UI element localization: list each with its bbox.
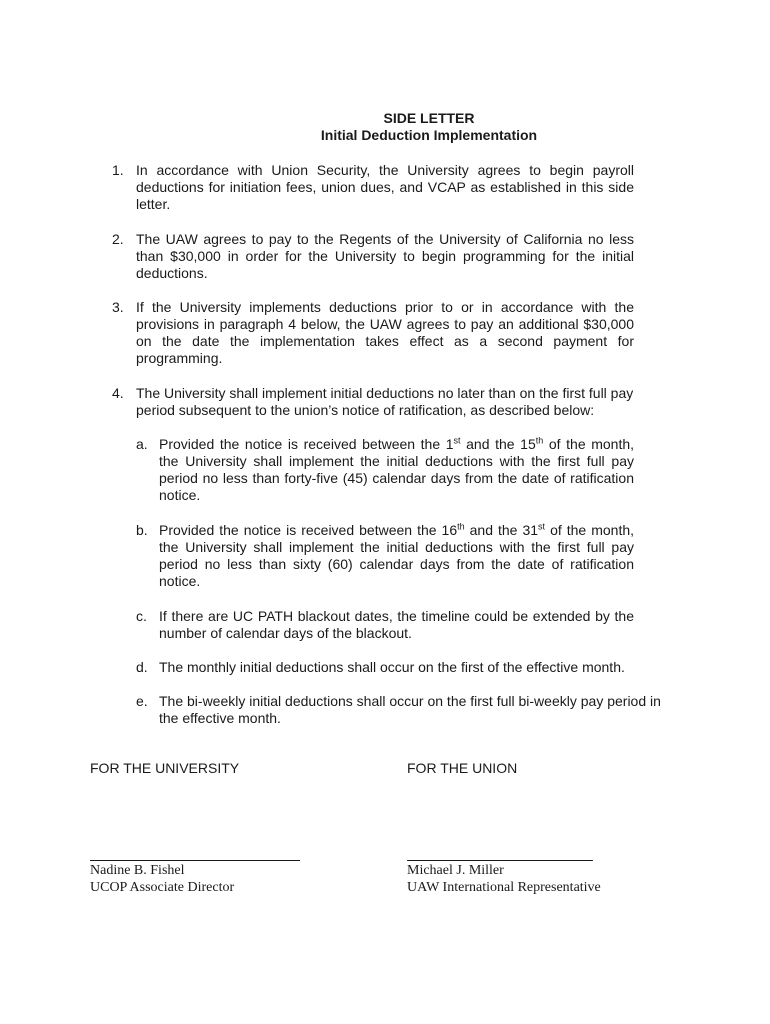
- list-item-2: [112, 231, 634, 282]
- union-signatory-name: Michael J. Miller: [407, 863, 504, 878]
- document-title: SIDE LETTER: [383, 110, 475, 126]
- union-signature-heading: FOR THE UNION: [407, 760, 518, 776]
- sub-item-text: The monthly initial deductions shall occur on the first of the effective month.: [159, 659, 625, 675]
- list-item-text: The University shall implement initial deductions no later than on the first full pay period subsequent to the union’s notice of ratification, as described below:: [136, 385, 634, 418]
- sub-item-letter: e.: [136, 693, 148, 709]
- sub-item-text: Provided the notice is received between the 1st and the 15th of the month, the University shall implement the initial deductions with the first full pay period no less than forty-five (45) calendar days from the date of ratification notice.: [159, 435, 635, 503]
- list-item-1: [112, 162, 634, 213]
- sub-item-d: [136, 659, 681, 676]
- document-subtitle: Initial Deduction Implementation: [320, 127, 538, 143]
- sub-item-text: If there are UC PATH blackout dates, the timeline could be extended by the number of calendar days of the blackout.: [159, 608, 634, 641]
- sub-item-letter: d.: [136, 659, 148, 675]
- list-item-text: The UAW agrees to pay to the Regents of the University of California no less than $30,000 in order for the University to begin programming for the initial deductions.: [136, 231, 634, 281]
- list-item-text: If the University implements deductions prior to or in accordance with the provisions in paragraph 4 below, the UAW agrees to pay an additional $30,000 on the date the implementation takes effect as a second payment for programming.: [136, 299, 634, 366]
- list-item-3: [112, 299, 634, 367]
- list-item-number: 1.: [112, 162, 124, 178]
- sub-item-b: [136, 522, 634, 590]
- sub-item-letter: a.: [136, 436, 148, 452]
- university-signatory-title: UCOP Associate Director: [90, 880, 235, 895]
- list-item-4: [112, 385, 634, 419]
- sub-item-a: [136, 436, 634, 504]
- sub-item-letter: b.: [136, 522, 148, 538]
- university-signature-line: [90, 860, 300, 861]
- sub-item-c: [136, 608, 634, 642]
- sub-item-text: Provided the notice is received between the 16th and the 31st of the month, the University shall implement the initial deductions with the first full pay period no less than sixty (60) calendar days from the date of ratification notice.: [159, 521, 635, 589]
- sub-item-text: The bi-weekly initial deductions shall occur on the first full bi-weekly pay period in the effective month.: [159, 693, 661, 726]
- list-item-number: 2.: [112, 231, 124, 247]
- university-signature-heading: FOR THE UNIVERSITY: [90, 760, 240, 776]
- list-item-text: In accordance with Union Security, the University agrees to begin payroll deductions for initiation fees, union dues, and VCAP as established in this side letter.: [136, 162, 634, 212]
- union-signatory-title: UAW International Representative: [407, 880, 601, 895]
- list-item-number: 3.: [112, 299, 124, 315]
- university-signatory-name: Nadine B. Fishel: [90, 863, 185, 878]
- sub-item-e: [136, 693, 681, 727]
- list-item-number: 4.: [112, 385, 124, 401]
- sub-item-letter: c.: [136, 608, 147, 624]
- union-signature-line: [407, 860, 593, 861]
